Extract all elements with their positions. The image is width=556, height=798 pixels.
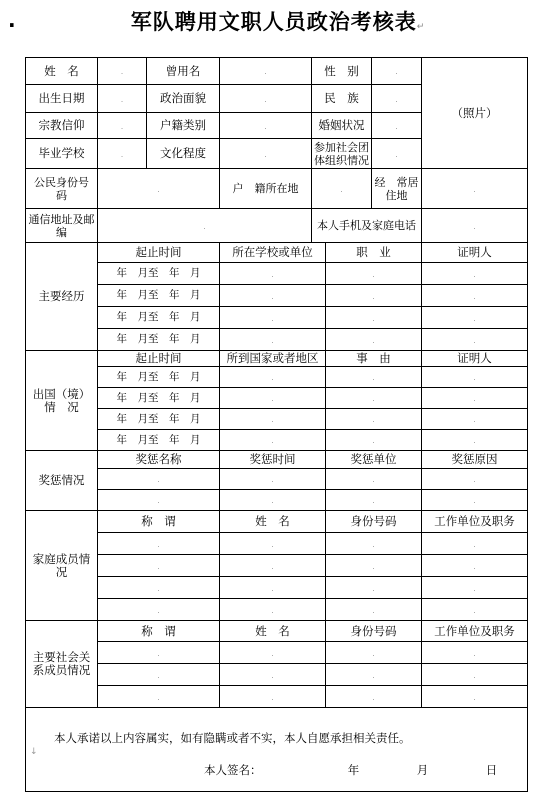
social-row-1-work[interactable]: . (422, 642, 528, 664)
family-col-work: 工作单位及职务 (422, 511, 528, 533)
label-religion: 宗教信仰 (26, 113, 98, 139)
field-id-number[interactable]: . (98, 169, 220, 209)
exp-row-4-witness[interactable]: . (422, 329, 528, 351)
family-row-3-relation[interactable]: . (98, 577, 220, 599)
exp-row-4-occupation[interactable]: . (326, 329, 422, 351)
field-ethnicity[interactable]: . (372, 85, 422, 113)
signature-field[interactable] (256, 763, 348, 777)
family-row-3-work[interactable]: . (422, 577, 528, 599)
exp-row-4-period[interactable]: 年 月至 年 月 (98, 329, 220, 351)
social-row-2-work[interactable]: . (422, 664, 528, 686)
field-residence[interactable]: . (422, 169, 528, 209)
photo-box: （照片） (422, 58, 528, 169)
abroad-row-1-period[interactable]: 年 月至 年 月 (98, 367, 220, 388)
family-row-4-id[interactable]: . (326, 599, 422, 621)
abroad-row-4-witness[interactable]: . (422, 430, 528, 451)
social-row-2-relation[interactable]: . (98, 664, 220, 686)
abroad-row-1-country[interactable]: . (220, 367, 326, 388)
family-row-1-name[interactable]: . (220, 533, 326, 555)
social-row-2-id[interactable]: . (326, 664, 422, 686)
abroad-col-witness: 证明人 (422, 351, 528, 367)
family-row-3-name[interactable]: . (220, 577, 326, 599)
exp-col-witness: 证明人 (422, 243, 528, 263)
exp-row-2-unit[interactable]: . (220, 285, 326, 307)
label-education: 文化程度 (147, 139, 220, 169)
label-social-org: 参加社会团体组织情况 (312, 139, 372, 169)
field-social-org[interactable]: . (372, 139, 422, 169)
section-family-label: 家庭成员情 况 (26, 511, 98, 621)
label-marital-status: 婚姻状况 (312, 113, 372, 139)
social-row-3-work[interactable]: . (422, 686, 528, 708)
social-row-1-relation[interactable]: . (98, 642, 220, 664)
field-birth-date[interactable]: . (98, 85, 147, 113)
awards-col-name: 奖惩名称 (98, 451, 220, 469)
abroad-row-2-reason[interactable]: . (326, 388, 422, 409)
label-ethnicity: 民 族 (312, 85, 372, 113)
social-col-name: 姓 名 (220, 621, 326, 642)
family-row-4-name[interactable]: . (220, 599, 326, 621)
label-address: 通信地址及邮编 (26, 209, 98, 243)
signature-label: 本人签名： (204, 763, 256, 777)
exp-row-3-witness[interactable]: . (422, 307, 528, 329)
field-marital-status[interactable]: . (372, 113, 422, 139)
field-phone[interactable]: . (422, 209, 528, 243)
family-col-id: 身份号码 (326, 511, 422, 533)
social-col-work: 工作单位及职务 (422, 621, 528, 642)
awards-row-1-time[interactable]: . (220, 469, 326, 490)
abroad-col-period: 起止时间 (98, 351, 220, 367)
awards-row-2-reason[interactable]: . (422, 490, 528, 511)
exp-row-2-witness[interactable]: . (422, 285, 528, 307)
section-abroad-label: 出国（境）情 况 (26, 351, 98, 451)
exp-row-3-occupation[interactable]: . (326, 307, 422, 329)
abroad-row-4-period[interactable]: 年 月至 年 月 (98, 430, 220, 451)
section-awards-label: 奖惩情况 (26, 451, 98, 511)
family-row-2-relation[interactable]: . (98, 555, 220, 577)
family-row-1-work[interactable]: . (422, 533, 528, 555)
field-name[interactable]: . (98, 58, 147, 85)
field-address[interactable]: . (98, 209, 312, 243)
awards-row-1-reason[interactable]: . (422, 469, 528, 490)
awards-col-time: 奖惩时间 (220, 451, 326, 469)
label-name: 姓 名 (26, 58, 98, 85)
abroad-row-2-country[interactable]: . (220, 388, 326, 409)
abroad-row-1-reason[interactable]: . (326, 367, 422, 388)
family-row-2-id[interactable]: . (326, 555, 422, 577)
field-religion[interactable]: . (98, 113, 147, 139)
social-row-1-id[interactable]: . (326, 642, 422, 664)
family-row-1-relation[interactable]: . (98, 533, 220, 555)
social-col-relation: 称 谓 (98, 621, 220, 642)
label-birth-date: 出生日期 (26, 85, 98, 113)
social-col-id: 身份号码 (326, 621, 422, 642)
abroad-row-1-witness[interactable]: . (422, 367, 528, 388)
exp-row-1-occupation[interactable]: . (326, 263, 422, 285)
label-residence: 经 常居住地 (372, 169, 422, 209)
family-col-name: 姓 名 (220, 511, 326, 533)
family-row-4-work[interactable]: . (422, 599, 528, 621)
family-col-relation: 称 谓 (98, 511, 220, 533)
field-hukou-location[interactable]: . (312, 169, 372, 209)
section-experience-label: 主要经历 (26, 243, 98, 351)
exp-row-2-occupation[interactable]: . (326, 285, 422, 307)
social-row-3-relation[interactable]: . (98, 686, 220, 708)
label-phone: 本人手机及家庭电话 (312, 209, 422, 243)
abroad-col-country: 所到国家或者地区 (220, 351, 326, 367)
header-bullet: . (8, 8, 16, 32)
exp-row-3-unit[interactable]: . (220, 307, 326, 329)
exp-col-unit: 所在学校或单位 (220, 243, 326, 263)
month-label: 月 (416, 763, 429, 777)
year-label: 年 (347, 763, 360, 777)
label-used-name: 曾用名 (147, 58, 220, 85)
abroad-row-3-witness[interactable]: . (422, 409, 528, 430)
awards-row-1-name[interactable]: . (98, 469, 220, 490)
declaration-box (26, 708, 528, 792)
awards-col-unit: 奖惩单位 (326, 451, 422, 469)
family-row-4-relation[interactable]: . (98, 599, 220, 621)
field-political-status[interactable]: . (220, 85, 312, 113)
label-political-status: 政治面貌 (147, 85, 220, 113)
field-used-name[interactable]: . (220, 58, 312, 85)
family-row-2-work[interactable]: . (422, 555, 528, 577)
abroad-row-3-reason[interactable]: . (326, 409, 422, 430)
social-row-3-id[interactable]: . (326, 686, 422, 708)
field-hukou-type[interactable]: . (220, 113, 312, 139)
signature-line (204, 764, 497, 777)
label-gender: 性 别 (312, 58, 372, 85)
label-id-number: 公民身份号 码 (26, 169, 98, 209)
exp-row-4-unit[interactable]: . (220, 329, 326, 351)
exp-row-3-period[interactable]: 年 月至 年 月 (98, 307, 220, 329)
social-row-2-name[interactable]: . (220, 664, 326, 686)
social-row-3-name[interactable]: . (220, 686, 326, 708)
field-school[interactable]: . (98, 139, 147, 169)
abroad-col-reason: 事 由 (326, 351, 422, 367)
review-form-table (25, 57, 528, 792)
exp-col-occupation: 职 业 (326, 243, 422, 263)
abroad-row-2-witness[interactable]: . (422, 388, 528, 409)
abroad-row-2-period[interactable]: 年 月至 年 月 (98, 388, 220, 409)
abroad-row-4-reason[interactable]: . (326, 430, 422, 451)
page-title: 军队聘用文职人员政治考核表↵ (130, 10, 426, 34)
day-label: 日 (485, 763, 498, 777)
family-row-3-id[interactable]: . (326, 577, 422, 599)
exp-row-1-unit[interactable]: . (220, 263, 326, 285)
section-social-label: 主要社会关系成员情况 (26, 621, 98, 708)
abroad-row-3-country[interactable]: . (220, 409, 326, 430)
awards-col-reason: 奖惩原因 (422, 451, 528, 469)
paragraph-mark: ↓ (30, 747, 38, 757)
field-gender[interactable]: . (372, 58, 422, 85)
family-row-2-name[interactable]: . (220, 555, 326, 577)
field-education[interactable]: . (220, 139, 312, 169)
label-hukou-location: 户 籍所在地 (220, 169, 312, 209)
exp-row-1-period[interactable]: 年 月至 年 月 (98, 263, 220, 285)
awards-row-2-unit[interactable]: . (326, 490, 422, 511)
exp-row-1-witness[interactable]: . (422, 263, 528, 285)
awards-row-2-time[interactable]: . (220, 490, 326, 511)
exp-row-2-period[interactable]: 年 月至 年 月 (98, 285, 220, 307)
exp-col-period: 起止时间 (98, 243, 220, 263)
label-hukou-type: 户籍类别 (147, 113, 220, 139)
abroad-row-3-period[interactable]: 年 月至 年 月 (98, 409, 220, 430)
family-row-1-id[interactable]: . (326, 533, 422, 555)
abroad-row-4-country[interactable]: . (220, 430, 326, 451)
label-school: 毕业学校 (26, 139, 98, 169)
awards-row-2-name[interactable]: . (98, 490, 220, 511)
social-row-1-name[interactable]: . (220, 642, 326, 664)
awards-row-1-unit[interactable]: . (326, 469, 422, 490)
declaration-statement: 本人承诺以上内容属实，如有隐瞒或者不实，本人自愿承担相关责任。 (54, 731, 411, 745)
